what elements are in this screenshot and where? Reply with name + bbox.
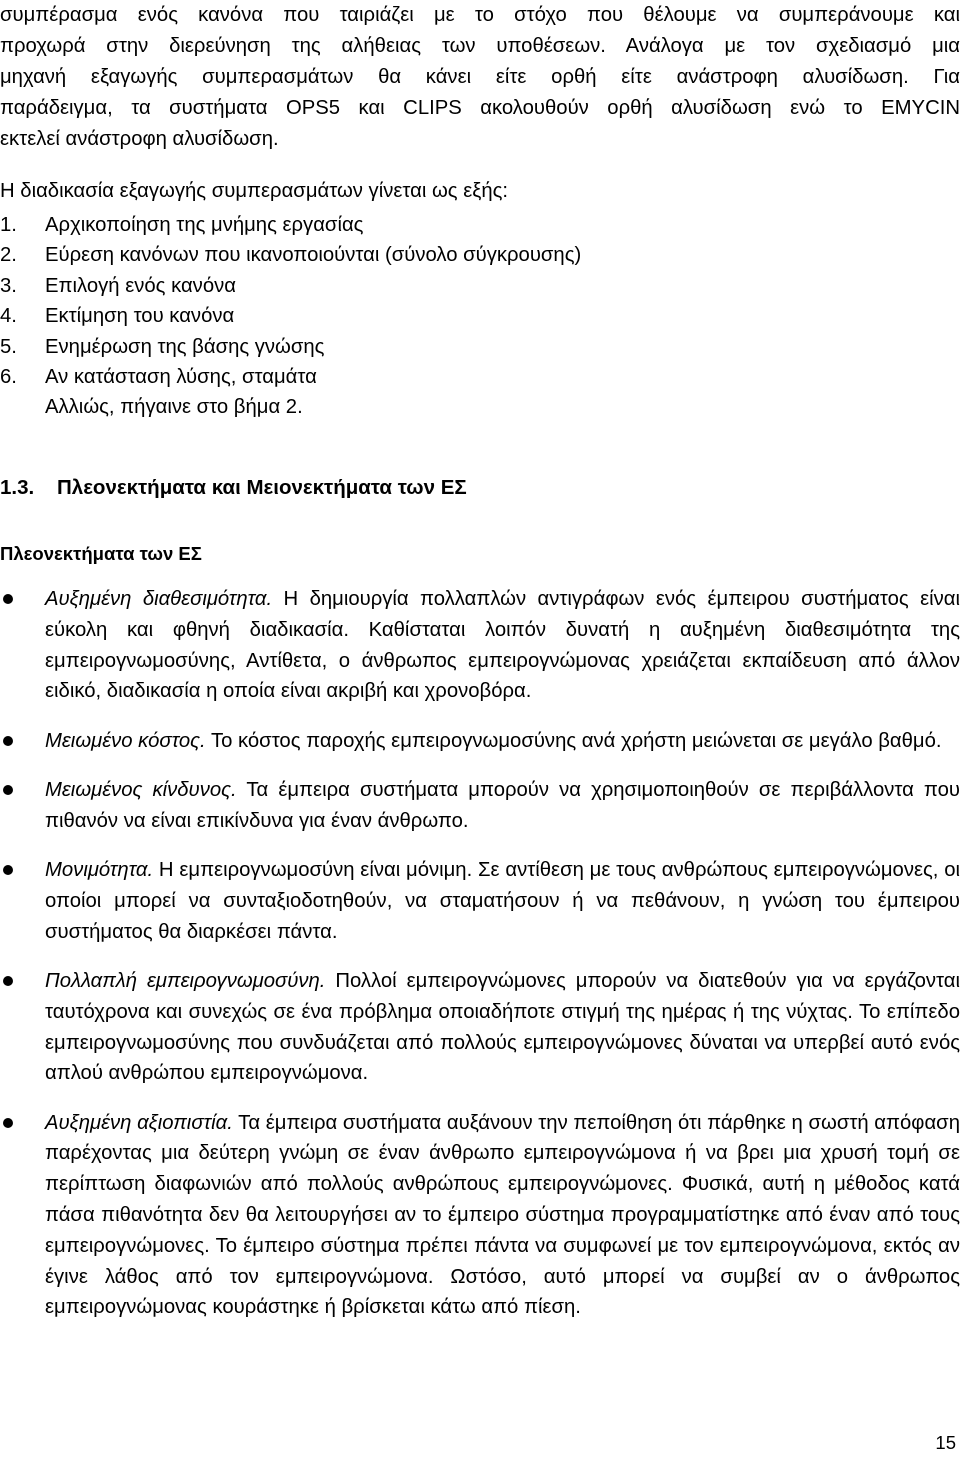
- intro-line: μηχανή εξαγωγής συμπερασμάτων θα κάνει είτε ορθή είτε ανάστροφη αλυσίδωση. Για: [0, 66, 960, 88]
- bullet-icon: [3, 865, 13, 875]
- intro-line: εκτελεί ανάστροφη αλυσίδωση.: [0, 128, 279, 150]
- list-item: [0, 271, 581, 301]
- step-text: Εκτίμηση του κανόνα: [45, 305, 235, 328]
- bullet-term: Πολλαπλή εμπειρογνωμοσύνη.: [45, 969, 326, 992]
- step-number: 4.: [0, 305, 17, 328]
- bullet-icon: [3, 976, 13, 986]
- list-item: [0, 726, 960, 757]
- intro-line: συμπέρασμα ενός κανόνα που ταιριάζει με το στόχο που θέλουμε να συμπεράνουμε και: [0, 4, 960, 26]
- step-number: 6.: [0, 366, 17, 389]
- step-text: Ενημέρωση της βάσης γνώσης: [45, 335, 325, 358]
- bullet-icon: [3, 736, 13, 746]
- subheading: Πλεονεκτήματα των ΕΣ: [0, 543, 202, 564]
- section-title: [0, 476, 467, 500]
- steps-intro: Η διαδικασία εξαγωγής συμπερασμάτων γίνεται ως εξής:: [0, 180, 509, 202]
- list-item: [0, 210, 581, 240]
- step-number: 1.: [0, 214, 17, 236]
- section-number: 1.3.: [0, 476, 35, 499]
- step-number: 5.: [0, 335, 17, 358]
- step-text: Εύρεση κανόνων που ικανοποιούνται (σύνολο σύγκρουσης): [45, 244, 582, 267]
- bullet-text: Η δημιουργία πολλαπλών αντιγράφων ενός έμπειρου συστήματος είναι εύκολη και φθηνή διαδικασία. Καθίσταται λοιπόν δυνατή η αυξημένη διαθεσιμότητα της εμπειρογνωμοσύνης, Αντίθετα, ο άνθρωπος εμπειρογνώμονας χρειάζεται εκπαίδευση από άλλον ειδικό, διαδικασία η οποία είναι ακριβή και χρονοβόρα.: [45, 588, 960, 703]
- bullet-text: Πολλοί εμπειρογνώμονες μπορούν να διατεθούν για να εργάζονται ταυτόχρονα και συνεχώς σε ένα πρόβλημα οποιαδήποτε στιγμή της ημέρας ή της νύχτας. Το επίπεδο εμπειρογνωμοσύνης που συνδυάζεται από πολλούς εμπειρογνώμονες δύναται να υπερβεί αυτό ενός απλού ανθρώπου εμπειρογνώμονα.: [45, 969, 960, 1085]
- bullet-icon: [3, 594, 13, 604]
- list-item: [0, 855, 960, 947]
- bullet-term: Μονιμότητα.: [45, 859, 154, 882]
- bullet-term: Αυξημένη διαθεσιμότητα.: [45, 588, 273, 610]
- advantages-list: [0, 584, 960, 1342]
- list-item: [0, 1108, 960, 1324]
- bullet-term: Αυξημένη αξιοπιστία.: [45, 1111, 233, 1134]
- step-number: 2.: [0, 244, 17, 267]
- intro-line: παράδειγμα, τα συστήματα OPS5 και CLIPS ακολουθούν ορθή αλυσίδωση ενώ το EMYCIN: [0, 97, 960, 119]
- list-item: [0, 301, 581, 331]
- bullet-term: Μειωμένο κόστος.: [45, 729, 206, 752]
- step-text: Επιλογή ενός κανόνα: [45, 274, 236, 297]
- bullet-term: Μειωμένος κίνδυνος.: [45, 778, 237, 801]
- list-item: [0, 775, 960, 837]
- intro-line: προχωρά στην διερεύνηση της αλήθειας των υποθέσεων. Ανάλογα με τον σχεδιασμό μια: [0, 35, 960, 57]
- section-title-text: Πλεονεκτήματα και Μειονεκτήματα των ΕΣ: [57, 476, 467, 499]
- steps-list: [0, 210, 581, 423]
- list-item: [0, 966, 960, 1089]
- list-item: [0, 332, 581, 362]
- list-item: [0, 240, 581, 270]
- list-item: [0, 362, 581, 392]
- step-number: 3.: [0, 274, 17, 297]
- bullet-text: Τα έμπειρα συστήματα μπορούν να χρησιμοποιηθούν σε περιβάλλοντα που πιθανόν να είναι επικίνδυνα για έναν άνθρωπο.: [45, 778, 960, 832]
- step-continuation: Αλλιώς, πήγαινε στο βήμα 2.: [45, 396, 303, 419]
- bullet-text: Το κόστος παροχής εμπειρογνωμοσύνης ανά χρήστη μειώνεται σε μεγάλο βαθμό.: [205, 729, 942, 752]
- bullet-icon: [3, 1118, 13, 1128]
- bullet-text: Τα έμπειρα συστήματα αυξάνουν την πεποίθηση ότι πάρθηκε η σωστή απόφαση παρέχοντας μια δεύτερη γνώμη σε έναν άνθρωπο εμπειρογνώμονα ή να βρει μια χρυσή τομή σε περίπτωση διαφωνιών από πολλούς ανθρώπους εμπειρογνώμονες. Φυσικά, αυτή η μέθοδος κατά πάσα πιθανότητα δεν θα λειτουργήσει αν το έμπειρο σύστημα προγραμματίστηκε από έναν από τους εμπειρογνώμονες. Το έμπειρο σύστημα πρέπει πάντα να συμφωνεί με τον εμπειρογνώμονα, εκτός αν έγινε λάθος από τον εμπειρογνώμονα. Ωστόσο, αυτό μπορεί να συμβεί αν ο άνθρωπος εμπειρογνώμονας κουράστηκε ή βρίσκεται κάτω από πίεση.: [45, 1111, 960, 1319]
- step-text: Αν κατάσταση λύσης, σταμάτα: [45, 366, 317, 389]
- list-item: [0, 584, 960, 707]
- bullet-icon: [3, 785, 13, 795]
- step-text: Αρχικοποίηση της μνήμης εργασίας: [45, 214, 364, 236]
- bullet-text: Η εμπειρογνωμοσύνη είναι μόνιμη. Σε αντίθεση με τους ανθρώπους εμπειρογνώμονες, οι οποίοι μπορεί να συνταξιοδοτηθούν, να σταματήσουν ή να πεθάνουν, η γνώση του έμπειρου συστήματος θα διαρκέσει πάντα.: [45, 859, 960, 943]
- page-number: 15: [935, 1432, 956, 1453]
- intro-paragraph: [0, 0, 960, 155]
